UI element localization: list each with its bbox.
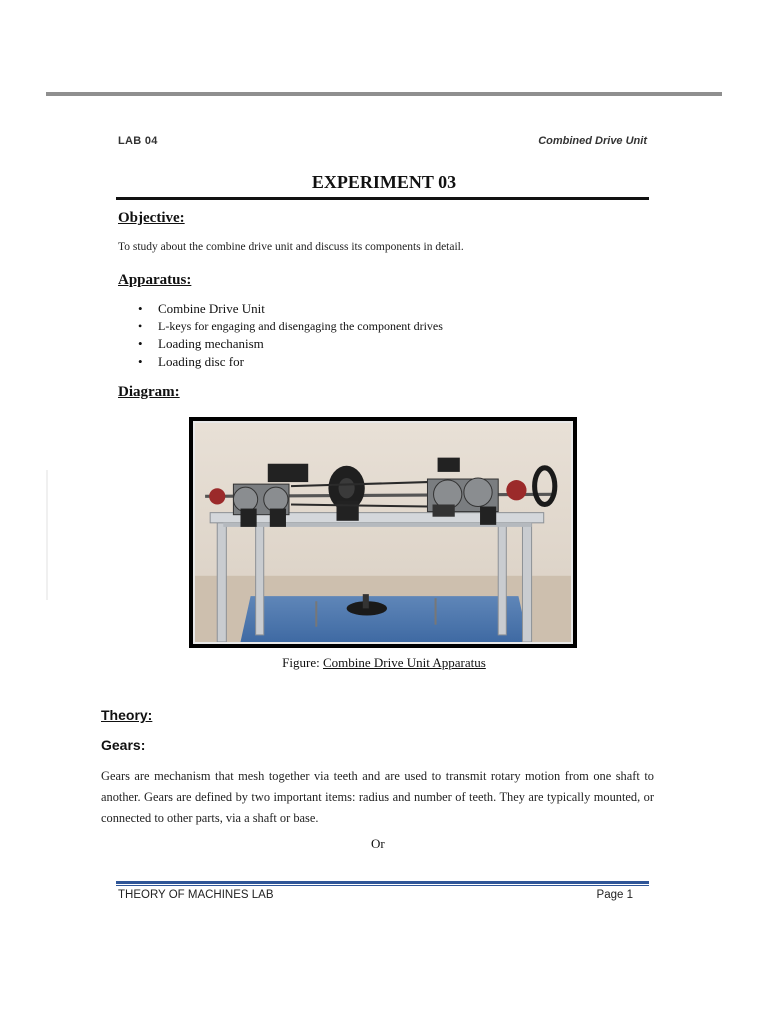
header-unit: Combined Drive Unit — [538, 135, 647, 147]
bullet-icon: • — [138, 336, 143, 351]
list-item — [138, 353, 443, 371]
or-text: Or — [371, 836, 385, 851]
bullet-icon: • — [138, 318, 143, 333]
combine-drive-unit-photo — [195, 423, 571, 642]
bullet-icon: • — [138, 301, 143, 316]
list-item — [138, 318, 443, 336]
gears-heading: Gears: — [101, 737, 146, 753]
page-number: Page 1 — [596, 889, 633, 901]
list-item-text: Loading mechanism — [158, 336, 264, 351]
apparatus-figure — [189, 417, 577, 648]
figure-frame — [193, 421, 573, 644]
gears-paragraph: Gears are mechanism that mesh together via teeth and are used to transmit rotary motion from one shaft to another. Gears are defined by two important items: radius and number of teeth. They are typically mounted, or connected to other parts, via a shaft or base. — [101, 769, 654, 825]
page-edge-mark — [46, 470, 48, 600]
theory-heading: Theory: — [101, 707, 153, 723]
list-item-text: L-keys for engaging and disengaging the component drives — [158, 318, 443, 333]
diagram-heading: Diagram: — [118, 384, 180, 400]
bullet-icon: • — [138, 353, 143, 369]
apparatus-list — [138, 300, 443, 370]
apparatus-heading: Apparatus: — [118, 272, 192, 288]
title-rule — [116, 197, 649, 200]
experiment-title: EXPERIMENT 03 — [311, 172, 457, 192]
list-item-text: Combine Drive Unit — [158, 301, 265, 316]
top-rule — [46, 92, 722, 96]
caption-link: Combine Drive Unit Apparatus — [322, 655, 486, 670]
caption-prefix: Figure: — [282, 655, 323, 670]
figure-caption — [0, 655, 768, 671]
header-lab: LAB 04 — [118, 135, 158, 147]
list-item — [138, 300, 443, 318]
objective-text: To study about the combine drive unit and discuss its components in detail. — [118, 241, 464, 253]
list-item — [138, 335, 443, 353]
list-item-text: Loading disc for — [158, 353, 244, 369]
objective-heading: Objective: — [118, 210, 185, 226]
footer-rule — [116, 881, 649, 884]
footer-lab-name: THEORY OF MACHINES LAB — [118, 889, 274, 901]
footer-rule-thin — [116, 885, 649, 886]
